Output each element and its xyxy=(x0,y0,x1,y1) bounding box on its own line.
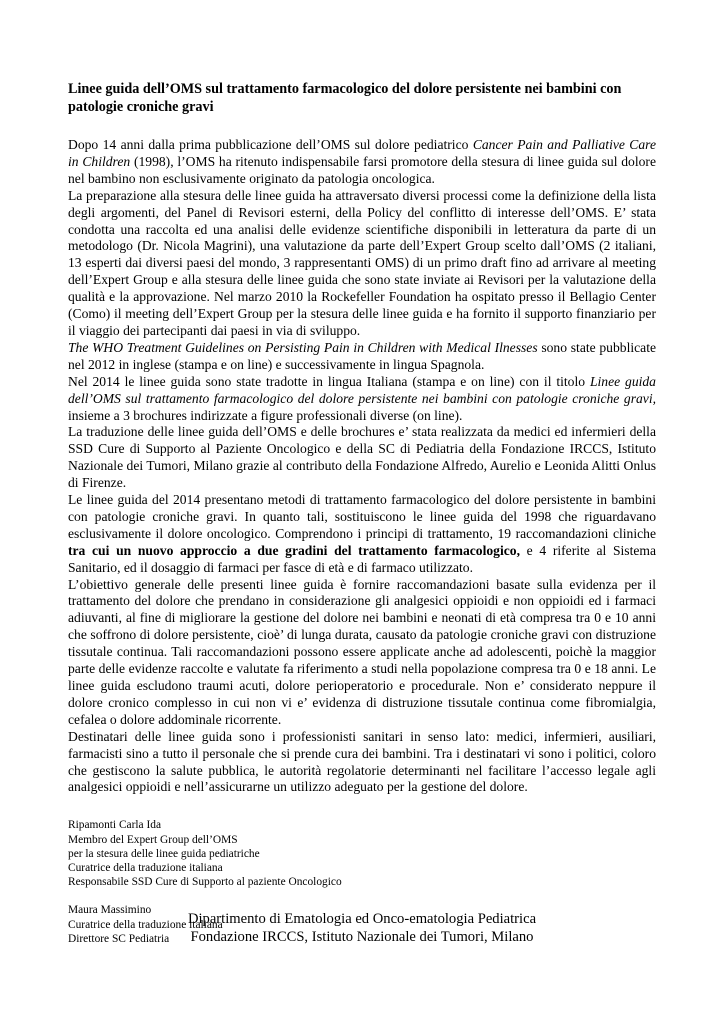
document-title: Linee guida dell’OMS sul trattamento farmacologico del dolore persistente nei bambini con patologie croniche gravi xyxy=(68,81,622,115)
paragraph-text: (1998), l’OMS ha ritenuto indispensabile farsi promotore della stesura di linee guida sul dolore nel bambino non esclusivamente originato da patologia oncologica. xyxy=(68,153,656,186)
paragraph-text: Dopo 14 anni dalla prima pubblicazione dell’OMS sul dolore pediatrico xyxy=(68,137,473,152)
italic-title-reference: Linee guida dell’OMS sul trattamento farmacologico del dolore persistente nei bambini con patologie croniche gravi, xyxy=(68,373,656,406)
paragraph-intro xyxy=(68,137,656,188)
signature-role: Curatrice della traduzione italiana xyxy=(68,918,223,931)
paragraph-text: insieme a 3 brochures indirizzate a figure professionali diverse (on line). xyxy=(68,407,463,423)
paragraph-guidelines-2014 xyxy=(68,492,656,577)
paragraph-text: Le linee guida del 2014 presentano metodi di trattamento farmacologico del dolore persistente in bambini con patologie croniche gravi. In quanto tali, sostituiscono le linee guida del 1998 che riguardavano esclusivamente il dolore oncologico. Comprendono i principi di trattamento, 19 raccomandazioni cliniche xyxy=(68,492,656,541)
paragraph-text: e 4 riferite al Sistema Sanitario, ed il dosaggio di farmaci per fasce di età e di farmaco utilizzato. xyxy=(68,542,657,575)
paragraph-text: Nel 2014 le linee guida sono state tradotte in lingua Italiana (stampa e on line) con il titolo xyxy=(68,373,590,389)
paragraph-objective: L’obiettivo generale delle presenti linee guida è fornire raccomandazioni basate sulla evidenza per il trattamento del dolore che prendano in considerazione gli analgesici oppioidi e non oppioidi ed i farmaci adiuvanti, al fine di migliorare la gestione del dolore nei bambini e neonati di età compresa tra 0 e 10 anni che soffrono di dolore persistente, cioè’ di lunga durata, causato da patologie croniche gravi con distruzione tissutale continua. Tali raccomandazioni possono essere applicate anche ad adolescenti, poichè la maggior parte delle evidenze raccolte e valutate fa riferimento a studi nella popolazione compresa tra 0 e 18 anni. Le linee guida escludono traumi acuti, dolore perioperatorio e procedurale. Non e’ considerato neppure il dolore cronico complesso in cui non vi e’ evidenza di distruzione tissutale continua come fibromialgia, cefalea o dolore addominale ricorrente. xyxy=(68,576,656,727)
signature-name: Maura Massimino xyxy=(68,904,152,917)
signature-block-ripamonti xyxy=(68,818,656,889)
signature-role: Direttore SC Pediatria xyxy=(68,932,170,945)
signature-role: per la stesura delle linee guida pediatriche xyxy=(68,847,260,860)
paragraph-text: sono state pubblicate nel 2012 in inglese (stampa e on line) e successivamente in lingua Spagnola. xyxy=(68,339,657,372)
footer-foundation: Fondazione IRCCS, Istituto Nazionale dei Tumori, Milano xyxy=(190,929,534,945)
paragraph-translation-credits: La traduzione delle linee guida dell’OMS e delle brochures e’ stata realizzata da medici ed infermieri della SSD Cure di Supporto al Paziente Oncologico e della SC di Pediatria della Fondazione IRCCS, Istituto Nazionale dei Tumori, Milano grazie al contributo della Fondazione Alfredo, Aurelio e Leonida Alitti Onlus di Firenze. xyxy=(68,424,656,491)
italic-title-reference: Cancer Pain and Palliative Care in Children xyxy=(68,137,656,169)
paragraph-preparation: La preparazione alla stesura delle linee guida ha attraversato diversi processi come la definizione della lista degli argomenti, del Panel di Revisori esterni, della Policy del conflitto di interesse dell’OMS. E’ stata condotta una raccolta ed una analisi delle evidenze scientifiche disponibili in letteratura da parte di un metodologo (Dr. Nicola Magrini), una valutazione da parte dell’Expert Group scelto dall’OMS (2 italiani, 13 esperti dai diversi paesi del mondo, 3 rappresentanti OMS) di un primo draft fino ad arrivare al meeting dell’Expert Group e alla stesura delle linee guida che sono state inviate ai Revisori per la valutazione della qualità e la approvazione. Nel marzo 2010 la Rockefeller Foundation ha ospitato presso il Bellagio Center (Como) il meeting dell’Expert Group per la stesura delle linee guida e ha fornito il supporto finanziario per il viaggio dei partecipanti dai paesi in via di sviluppo. xyxy=(68,187,656,338)
paragraph-italian-translation xyxy=(68,374,656,425)
paragraph-recipients: Destinatari delle linee guida sono i professionisti sanitari in senso lato: medici, infermieri, ausiliari, farmacisti sino a tutto il personale che si prende cura dei bambini. Tra i destinatari vi sono i politici, coloro che gestiscono la salute pubblica, le autorità regolatorie determinanti nel facilitare l’accesso legale agli analgesici oppioidi e nell’assicurarne un utilizzo adeguato per la gestione del dolore. xyxy=(68,728,656,795)
signature-name: Ripamonti Carla Ida xyxy=(68,819,161,832)
footer-department: Dipartimento di Ematologia ed Onco-ematologia Pediatrica xyxy=(187,911,537,927)
signature-role: Membro del Expert Group dell’OMS xyxy=(68,833,238,846)
paragraph-who-publication xyxy=(68,340,656,374)
document-body xyxy=(68,137,656,796)
signature-role: Responsabile SSD Cure di Supporto al paziente Oncologico xyxy=(68,876,342,889)
bold-highlight: tra cui un nuovo approccio a due gradini del trattamento farmacologico, xyxy=(68,542,520,558)
signature-role: Curatrice della traduzione italiana xyxy=(68,861,223,874)
footer-institution xyxy=(0,910,724,946)
italic-title-reference: The WHO Treatment Guidelines on Persisting Pain in Children with Medical Ilnesses xyxy=(68,339,538,355)
